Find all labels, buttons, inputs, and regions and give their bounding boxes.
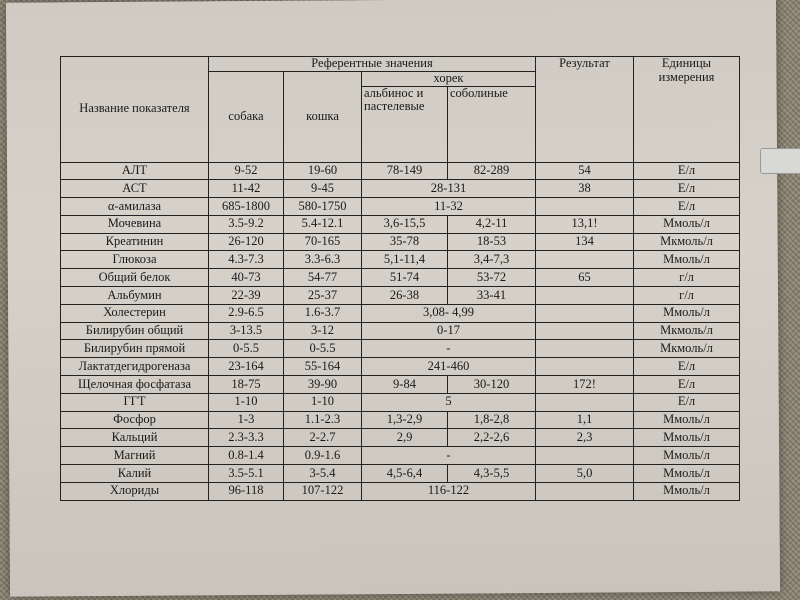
parameter-name: ГГТ <box>61 393 209 411</box>
unit-value: Е/л <box>634 198 740 216</box>
dog-range: 0-5.5 <box>209 340 284 358</box>
cat-range: 70-165 <box>284 233 362 251</box>
dog-range: 4.3-7.3 <box>209 251 284 269</box>
cat-range: 3-12 <box>284 322 362 340</box>
cat-range: 25-37 <box>284 287 362 305</box>
cat-range: 1-10 <box>284 393 362 411</box>
sable-range: 3,4-7,3 <box>448 251 536 269</box>
sable-range: 1,8-2,8 <box>448 411 536 429</box>
dog-range: 1-3 <box>209 411 284 429</box>
header-result: Результат <box>536 57 634 163</box>
unit-value: г/л <box>634 269 740 287</box>
paper-clip <box>760 148 800 174</box>
dog-range: 11-42 <box>209 180 284 198</box>
unit-value: Ммоль/л <box>634 447 740 465</box>
dog-range: 40-73 <box>209 269 284 287</box>
dog-range: 3.5-5.1 <box>209 465 284 483</box>
sable-range: 82-289 <box>448 162 536 180</box>
result-value <box>536 251 634 269</box>
albino-range: 1,3-2,9 <box>362 411 448 429</box>
table-row <box>61 482 740 500</box>
unit-value: Мкмоль/л <box>634 340 740 358</box>
ferret-range: - <box>362 340 536 358</box>
dog-range: 685-1800 <box>209 198 284 216</box>
cat-range: 9-45 <box>284 180 362 198</box>
ferret-range: 116-122 <box>362 482 536 500</box>
parameter-name: Магний <box>61 447 209 465</box>
sable-range: 4,2-11 <box>448 215 536 233</box>
table-row <box>61 465 740 483</box>
dog-range: 22-39 <box>209 287 284 305</box>
albino-range: 4,5-6,4 <box>362 465 448 483</box>
header-ferret: хорек <box>362 71 536 86</box>
albino-range: 35-78 <box>362 233 448 251</box>
cat-range: 54-77 <box>284 269 362 287</box>
albino-range: 9-84 <box>362 376 448 394</box>
cat-range: 55-164 <box>284 358 362 376</box>
header-parameter-name: Название показателя <box>61 57 209 163</box>
albino-range: 78-149 <box>362 162 448 180</box>
parameter-name: АЛТ <box>61 162 209 180</box>
header-units: Единицы измерения <box>634 57 740 163</box>
dog-range: 18-75 <box>209 376 284 394</box>
parameter-name: Альбумин <box>61 287 209 305</box>
table-row <box>61 198 740 216</box>
biochemistry-reference-table <box>60 56 740 501</box>
ferret-range: 0-17 <box>362 322 536 340</box>
parameter-name: Глюкоза <box>61 251 209 269</box>
cat-range: 580-1750 <box>284 198 362 216</box>
result-value <box>536 287 634 305</box>
dog-range: 2.3-3.3 <box>209 429 284 447</box>
albino-range: 51-74 <box>362 269 448 287</box>
result-value: 5,0 <box>536 465 634 483</box>
unit-value: Ммоль/л <box>634 465 740 483</box>
table-row <box>61 340 740 358</box>
header-dog: собака <box>209 71 284 162</box>
table-row <box>61 251 740 269</box>
result-value <box>536 358 634 376</box>
albino-range: 2,9 <box>362 429 448 447</box>
cat-range: 3-5.4 <box>284 465 362 483</box>
result-value: 172! <box>536 376 634 394</box>
parameter-name: Общий белок <box>61 269 209 287</box>
dog-range: 3.5-9.2 <box>209 215 284 233</box>
result-value: 134 <box>536 233 634 251</box>
sable-range: 18-53 <box>448 233 536 251</box>
header-cat: кошка <box>284 71 362 162</box>
table-row <box>61 393 740 411</box>
dog-range: 96-118 <box>209 482 284 500</box>
unit-value: Е/л <box>634 393 740 411</box>
header-sable: соболиные <box>448 86 536 162</box>
table-row <box>61 233 740 251</box>
result-value: 13,1! <box>536 215 634 233</box>
result-value <box>536 304 634 322</box>
unit-value: Мкмоль/л <box>634 233 740 251</box>
dog-range: 9-52 <box>209 162 284 180</box>
header-reference-values: Референтные значения <box>209 57 536 72</box>
table-row <box>61 287 740 305</box>
parameter-name: Мочевина <box>61 215 209 233</box>
ferret-range: 3,08- 4,99 <box>362 304 536 322</box>
unit-value: г/л <box>634 287 740 305</box>
cat-range: 1.1-2.3 <box>284 411 362 429</box>
parameter-name: Билирубин общий <box>61 322 209 340</box>
sable-range: 2,2-2,6 <box>448 429 536 447</box>
dog-range: 1-10 <box>209 393 284 411</box>
albino-range: 3,6-15,5 <box>362 215 448 233</box>
unit-value: Е/л <box>634 358 740 376</box>
unit-value: Ммоль/л <box>634 215 740 233</box>
unit-value: Е/л <box>634 162 740 180</box>
sable-range: 4,3-5,5 <box>448 465 536 483</box>
ferret-range: 241-460 <box>362 358 536 376</box>
sable-range: 53-72 <box>448 269 536 287</box>
unit-value: Ммоль/л <box>634 304 740 322</box>
parameter-name: Щелочная фосфатаза <box>61 376 209 394</box>
result-value <box>536 393 634 411</box>
parameter-name: Лактатдегидрогеназа <box>61 358 209 376</box>
parameter-name: Билирубин прямой <box>61 340 209 358</box>
sable-range: 30-120 <box>448 376 536 394</box>
unit-value: Е/л <box>634 180 740 198</box>
albino-range: 26-38 <box>362 287 448 305</box>
table-row <box>61 376 740 394</box>
parameter-name: Кальций <box>61 429 209 447</box>
result-value: 38 <box>536 180 634 198</box>
unit-value: Ммоль/л <box>634 251 740 269</box>
table-row <box>61 180 740 198</box>
parameter-name: α-амилаза <box>61 198 209 216</box>
cat-range: 0-5.5 <box>284 340 362 358</box>
parameter-name: Фосфор <box>61 411 209 429</box>
parameter-name: Калий <box>61 465 209 483</box>
result-value: 65 <box>536 269 634 287</box>
dog-range: 2.9-6.5 <box>209 304 284 322</box>
unit-value: Ммоль/л <box>634 482 740 500</box>
ferret-range: - <box>362 447 536 465</box>
cat-range: 2-2.7 <box>284 429 362 447</box>
result-value: 1,1 <box>536 411 634 429</box>
table-row <box>61 304 740 322</box>
table-row <box>61 411 740 429</box>
table-row <box>61 269 740 287</box>
dog-range: 23-164 <box>209 358 284 376</box>
table-row <box>61 358 740 376</box>
result-value <box>536 447 634 465</box>
parameter-name: Креатинин <box>61 233 209 251</box>
parameter-name: АСТ <box>61 180 209 198</box>
result-value <box>536 198 634 216</box>
unit-value: Мкмоль/л <box>634 322 740 340</box>
table-row <box>61 429 740 447</box>
cat-range: 39-90 <box>284 376 362 394</box>
parameter-name: Холестерин <box>61 304 209 322</box>
cat-range: 3.3-6.3 <box>284 251 362 269</box>
albino-range: 5,1-11,4 <box>362 251 448 269</box>
unit-value: Е/л <box>634 376 740 394</box>
cat-range: 107-122 <box>284 482 362 500</box>
header-albino: альбинос и пастелевые <box>362 86 448 162</box>
dog-range: 26-120 <box>209 233 284 251</box>
cat-range: 19-60 <box>284 162 362 180</box>
cat-range: 5.4-12.1 <box>284 215 362 233</box>
parameter-name: Хлориды <box>61 482 209 500</box>
unit-value: Ммоль/л <box>634 411 740 429</box>
table-body <box>61 162 740 500</box>
table-row <box>61 162 740 180</box>
table-row <box>61 215 740 233</box>
dog-range: 3-13.5 <box>209 322 284 340</box>
table-row <box>61 447 740 465</box>
ferret-range: 5 <box>362 393 536 411</box>
cat-range: 0.9-1.6 <box>284 447 362 465</box>
result-value <box>536 482 634 500</box>
dog-range: 0.8-1.4 <box>209 447 284 465</box>
ferret-range: 28-131 <box>362 180 536 198</box>
unit-value: Ммоль/л <box>634 429 740 447</box>
result-value <box>536 322 634 340</box>
ferret-range: 11-32 <box>362 198 536 216</box>
result-value <box>536 340 634 358</box>
cat-range: 1.6-3.7 <box>284 304 362 322</box>
result-value: 2,3 <box>536 429 634 447</box>
result-value: 54 <box>536 162 634 180</box>
table-row <box>61 322 740 340</box>
sable-range: 33-41 <box>448 287 536 305</box>
